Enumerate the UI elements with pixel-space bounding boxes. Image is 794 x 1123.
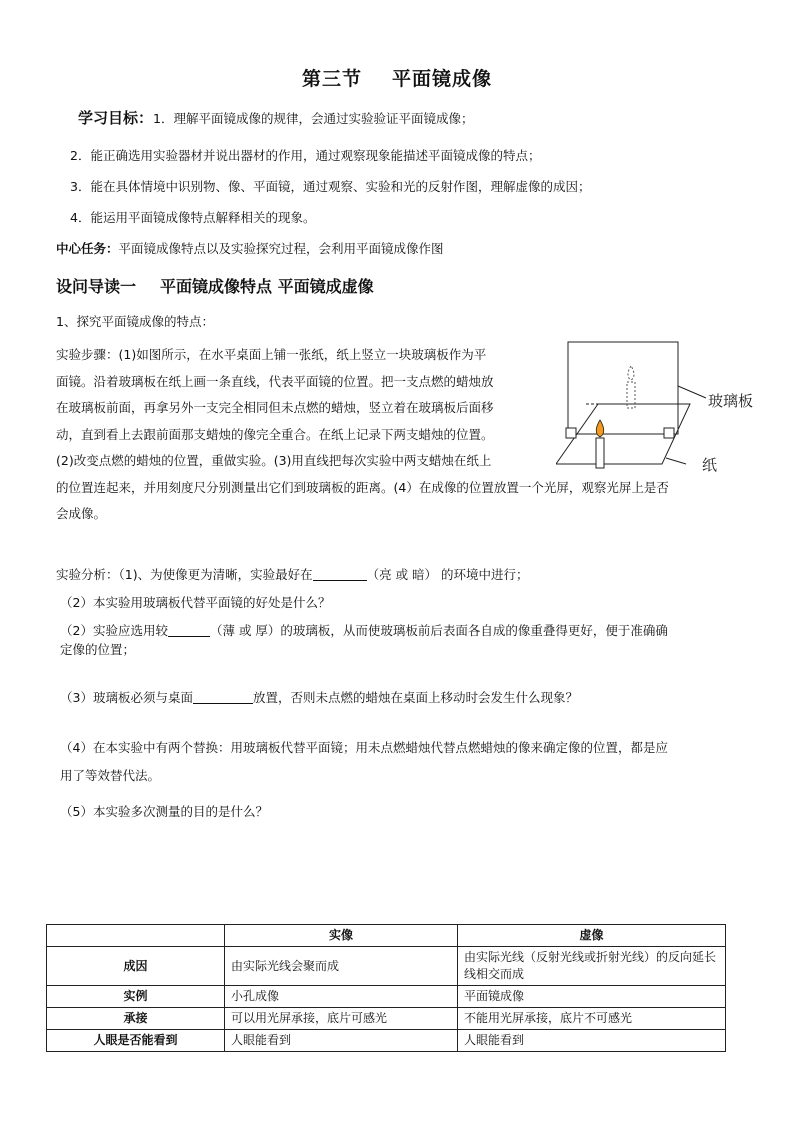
paper-label: 纸 <box>702 456 718 474</box>
table-row <box>47 1030 726 1052</box>
analysis-5: （4）在本实验中有两个替换：用玻璃板代替平面镜；用未点燃蜡烛代替点燃蜡烛的像来确定像的位置，都是应 <box>60 740 668 755</box>
flame-icon <box>596 420 604 437</box>
step-line: 面镜。沿着玻璃板在纸上画一条直线，代表平面镜的位置。把一支点燃的蜡烛放 <box>56 373 494 389</box>
step-line: 的位置连起来，并用刻度尺分别测量出它们到玻璃板的距离。(4）在成像的位置放置一个光屏，观察光屏上是否 <box>56 479 669 495</box>
title-topic: 平面镜成像 <box>392 68 493 90</box>
experiment-figure <box>556 336 766 486</box>
virtual-image-cell: 不能用光屏承接，底片不可感光 <box>458 1008 726 1030</box>
section-topic: 平面镜成像特点 平面镜成虚像 <box>160 277 374 296</box>
section-heading <box>56 274 374 297</box>
virtual-image-cell: 平面镜成像 <box>458 986 726 1008</box>
row-label: 成因 <box>47 947 225 986</box>
center-task <box>56 239 444 259</box>
analysis-3-text-end: （薄 或 厚）的玻璃板，从而使玻璃板前后表面各自成的像重叠得更好，便于准确确 <box>209 623 668 638</box>
paper-leader-line <box>666 458 686 464</box>
real-image-cell: 人眼能看到 <box>225 1030 458 1052</box>
glass-leader-line <box>678 386 706 398</box>
table-row <box>47 947 726 986</box>
fill-blank[interactable] <box>168 622 210 637</box>
virtual-image-cell: 由实际光线（反射光线或折射光线）的反向延长线相交而成 <box>458 947 726 986</box>
table-header-cell: 实像 <box>225 925 458 947</box>
row-label: 人眼是否能看到 <box>47 1030 225 1052</box>
analysis-1 <box>56 565 529 585</box>
analysis-2: （2）本实验用玻璃板代替平面镜的好处是什么？ <box>60 595 331 610</box>
image-flame-shape <box>628 366 634 380</box>
goal-item: 4．能运用平面镜成像特点解释相关的现象。 <box>70 210 316 225</box>
analysis-1-text-end: （亮 或 暗） 的环境中进行； <box>366 567 529 582</box>
goal-item: 3．能在具体情境中识别物、像、平面镜，通过观察、实验和光的反射作图，理解虚像的成因； <box>70 179 591 194</box>
analysis-5-cont: 用了等效替代法。 <box>60 768 161 783</box>
table-row <box>47 1008 726 1030</box>
center-task-text: 平面镜成像特点以及实验探究过程，会利用平面镜成像作图 <box>118 241 444 256</box>
step-line: 在玻璃板前面，再拿另外一支完全相同但未点燃的蜡烛，竖立着在玻璃板后面移 <box>56 400 494 415</box>
goals-label: 学习目标： <box>78 109 154 127</box>
goal-item: 2．能正确选用实验器材并说出器材的作用，通过观察现象能描述平面镜成像的特点； <box>70 148 541 163</box>
table-header-row <box>47 925 726 947</box>
lit-candle-shape <box>596 438 604 468</box>
fill-blank[interactable] <box>313 566 367 581</box>
page-title <box>0 64 794 91</box>
goal-line-1 <box>78 108 473 129</box>
image-comparison-table <box>46 924 726 1052</box>
step-line: 实验步骤：(1)如图所示，在水平桌面上铺一张纸，纸上竖立一块玻璃板作为平 <box>56 347 487 362</box>
title-section: 第三节 <box>301 68 362 90</box>
analysis-4-text-end: 放置，否则未点燃的蜡烛在桌面上移动时会发生什么现象？ <box>252 690 578 705</box>
step-line: 动，直到看上去跟前面那支蜡烛的像完全重合。在纸上记录下两支蜡烛的位置。 <box>56 426 494 442</box>
row-label: 承接 <box>47 1008 225 1030</box>
experiment-steps <box>56 342 669 528</box>
glass-plate-label: 玻璃板 <box>708 392 754 410</box>
real-image-cell: 小孔成像 <box>225 986 458 1008</box>
table-row <box>47 986 726 1008</box>
analysis-6: （5）本实验多次测量的目的是什么？ <box>60 804 268 819</box>
analysis-3 <box>60 621 668 641</box>
step-line: (2)改变点燃的蜡烛的位置，重做实验。(3)用直线把每次实验中两支蜡烛在纸上 <box>56 453 492 468</box>
support-block-left <box>566 428 576 438</box>
fill-blank[interactable] <box>193 689 253 704</box>
analysis-4 <box>60 688 578 708</box>
step-line: 会成像。 <box>56 506 107 521</box>
section-number: 设问导读一 <box>56 277 137 296</box>
table-header-cell <box>47 925 225 947</box>
analysis-3-cont: 定像的位置； <box>60 642 136 657</box>
analysis-4-text: （3）玻璃板必须与桌面 <box>60 690 193 705</box>
goal-item: 1．理解平面镜成像的规律，会通过实验验证平面镜成像； <box>153 111 474 126</box>
support-block-right <box>664 428 674 438</box>
virtual-image-cell: 人眼能看到 <box>458 1030 726 1052</box>
row-label: 实例 <box>47 986 225 1008</box>
real-image-cell: 由实际光线会聚而成 <box>225 947 458 986</box>
center-task-label: 中心任务： <box>56 241 119 256</box>
real-image-cell: 可以用光屏承接，底片可感光 <box>225 1008 458 1030</box>
analysis-1-text: 实验分析：（1)、为使像更为清晰，实验最好在 <box>56 567 313 582</box>
experiment-title: 1、探究平面镜成像的特点： <box>56 314 214 329</box>
analysis-3-text: （2）实验应选用较 <box>60 623 168 638</box>
glass-plate-shape <box>568 342 678 434</box>
table-header-cell: 虚像 <box>458 925 726 947</box>
